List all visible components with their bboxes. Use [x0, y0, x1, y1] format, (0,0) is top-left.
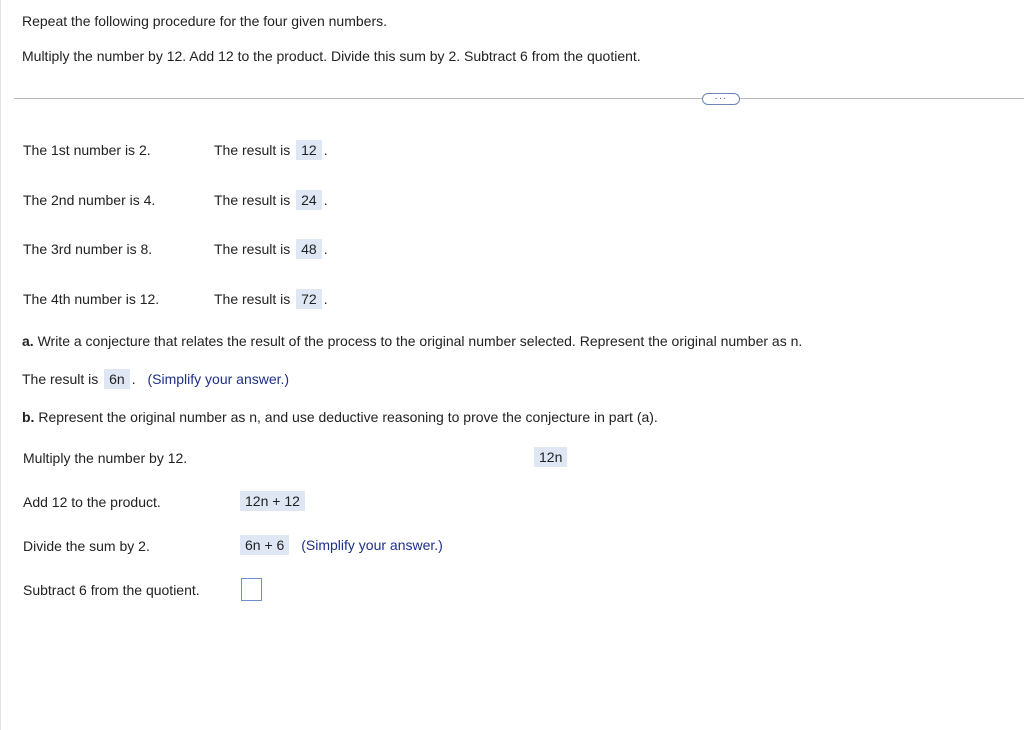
- row-1-result-prefix: The result is: [214, 142, 291, 158]
- step-3-hint: (Simplify your answer.): [301, 537, 443, 553]
- step-3-label: Divide the sum by 2.: [23, 538, 150, 554]
- row-2-result-prefix: The result is: [214, 192, 291, 208]
- instructions-line-1: Repeat the following procedure for the four given numbers.: [22, 13, 387, 29]
- row-2-result: [214, 190, 328, 210]
- row-2-suffix: .: [323, 192, 328, 208]
- step-4-label: Subtract 6 from the quotient.: [23, 582, 200, 598]
- part-a-suffix: .: [131, 371, 136, 387]
- step-2-answer-wrap: [238, 491, 307, 511]
- step-3-answer[interactable]: 6n + 6: [240, 535, 289, 555]
- step-2-answer[interactable]: 12n + 12: [240, 491, 305, 511]
- row-2-label: The 2nd number is 4.: [23, 192, 156, 208]
- part-a-marker: a.: [22, 333, 34, 349]
- left-border: [0, 0, 1, 730]
- row-2-answer[interactable]: 24: [296, 190, 322, 210]
- row-1-label: The 1st number is 2.: [23, 142, 151, 158]
- step-4-answer-input[interactable]: [241, 578, 262, 601]
- row-1-answer[interactable]: 12: [296, 140, 322, 160]
- part-a-result: [22, 369, 289, 389]
- expand-more-button[interactable]: ···: [702, 93, 740, 105]
- part-a-answer[interactable]: 6n: [104, 369, 130, 389]
- instructions-line-2: Multiply the number by 12. Add 12 to the product. Divide this sum by 2. Subtract 6 from the quotient.: [22, 48, 641, 64]
- row-4-answer[interactable]: 72: [296, 289, 322, 309]
- row-4-result-prefix: The result is: [214, 291, 291, 307]
- part-a-hint: (Simplify your answer.): [147, 371, 290, 387]
- section-divider: [14, 98, 1024, 99]
- row-1-result: [214, 140, 328, 160]
- part-b-marker: b.: [22, 409, 35, 425]
- row-3-suffix: .: [323, 241, 328, 257]
- step-3-answer-wrap: [238, 535, 443, 555]
- part-a-result-prefix: The result is: [22, 371, 99, 387]
- row-3-result: [214, 239, 328, 259]
- part-b-text: Represent the original number as n, and use deductive reasoning to prove the conjecture in part (a).: [38, 409, 658, 425]
- row-4-suffix: .: [323, 291, 328, 307]
- step-1-answer[interactable]: 12n: [534, 447, 567, 467]
- row-3-result-prefix: The result is: [214, 241, 291, 257]
- part-b-question: [22, 409, 658, 425]
- row-4-label: The 4th number is 12.: [23, 291, 160, 307]
- part-a-question: [22, 333, 802, 349]
- row-4-result: [214, 289, 328, 309]
- row-3-label: The 3rd number is 8.: [23, 241, 153, 257]
- row-1-suffix: .: [323, 142, 328, 158]
- row-3-answer[interactable]: 48: [296, 239, 322, 259]
- part-a-text: Write a conjecture that relates the result of the process to the original number selected. Represent the original number as n.: [37, 333, 803, 349]
- step-1-answer-wrap: [532, 447, 569, 467]
- step-2-label: Add 12 to the product.: [23, 494, 161, 510]
- step-1-label: Multiply the number by 12.: [23, 450, 188, 466]
